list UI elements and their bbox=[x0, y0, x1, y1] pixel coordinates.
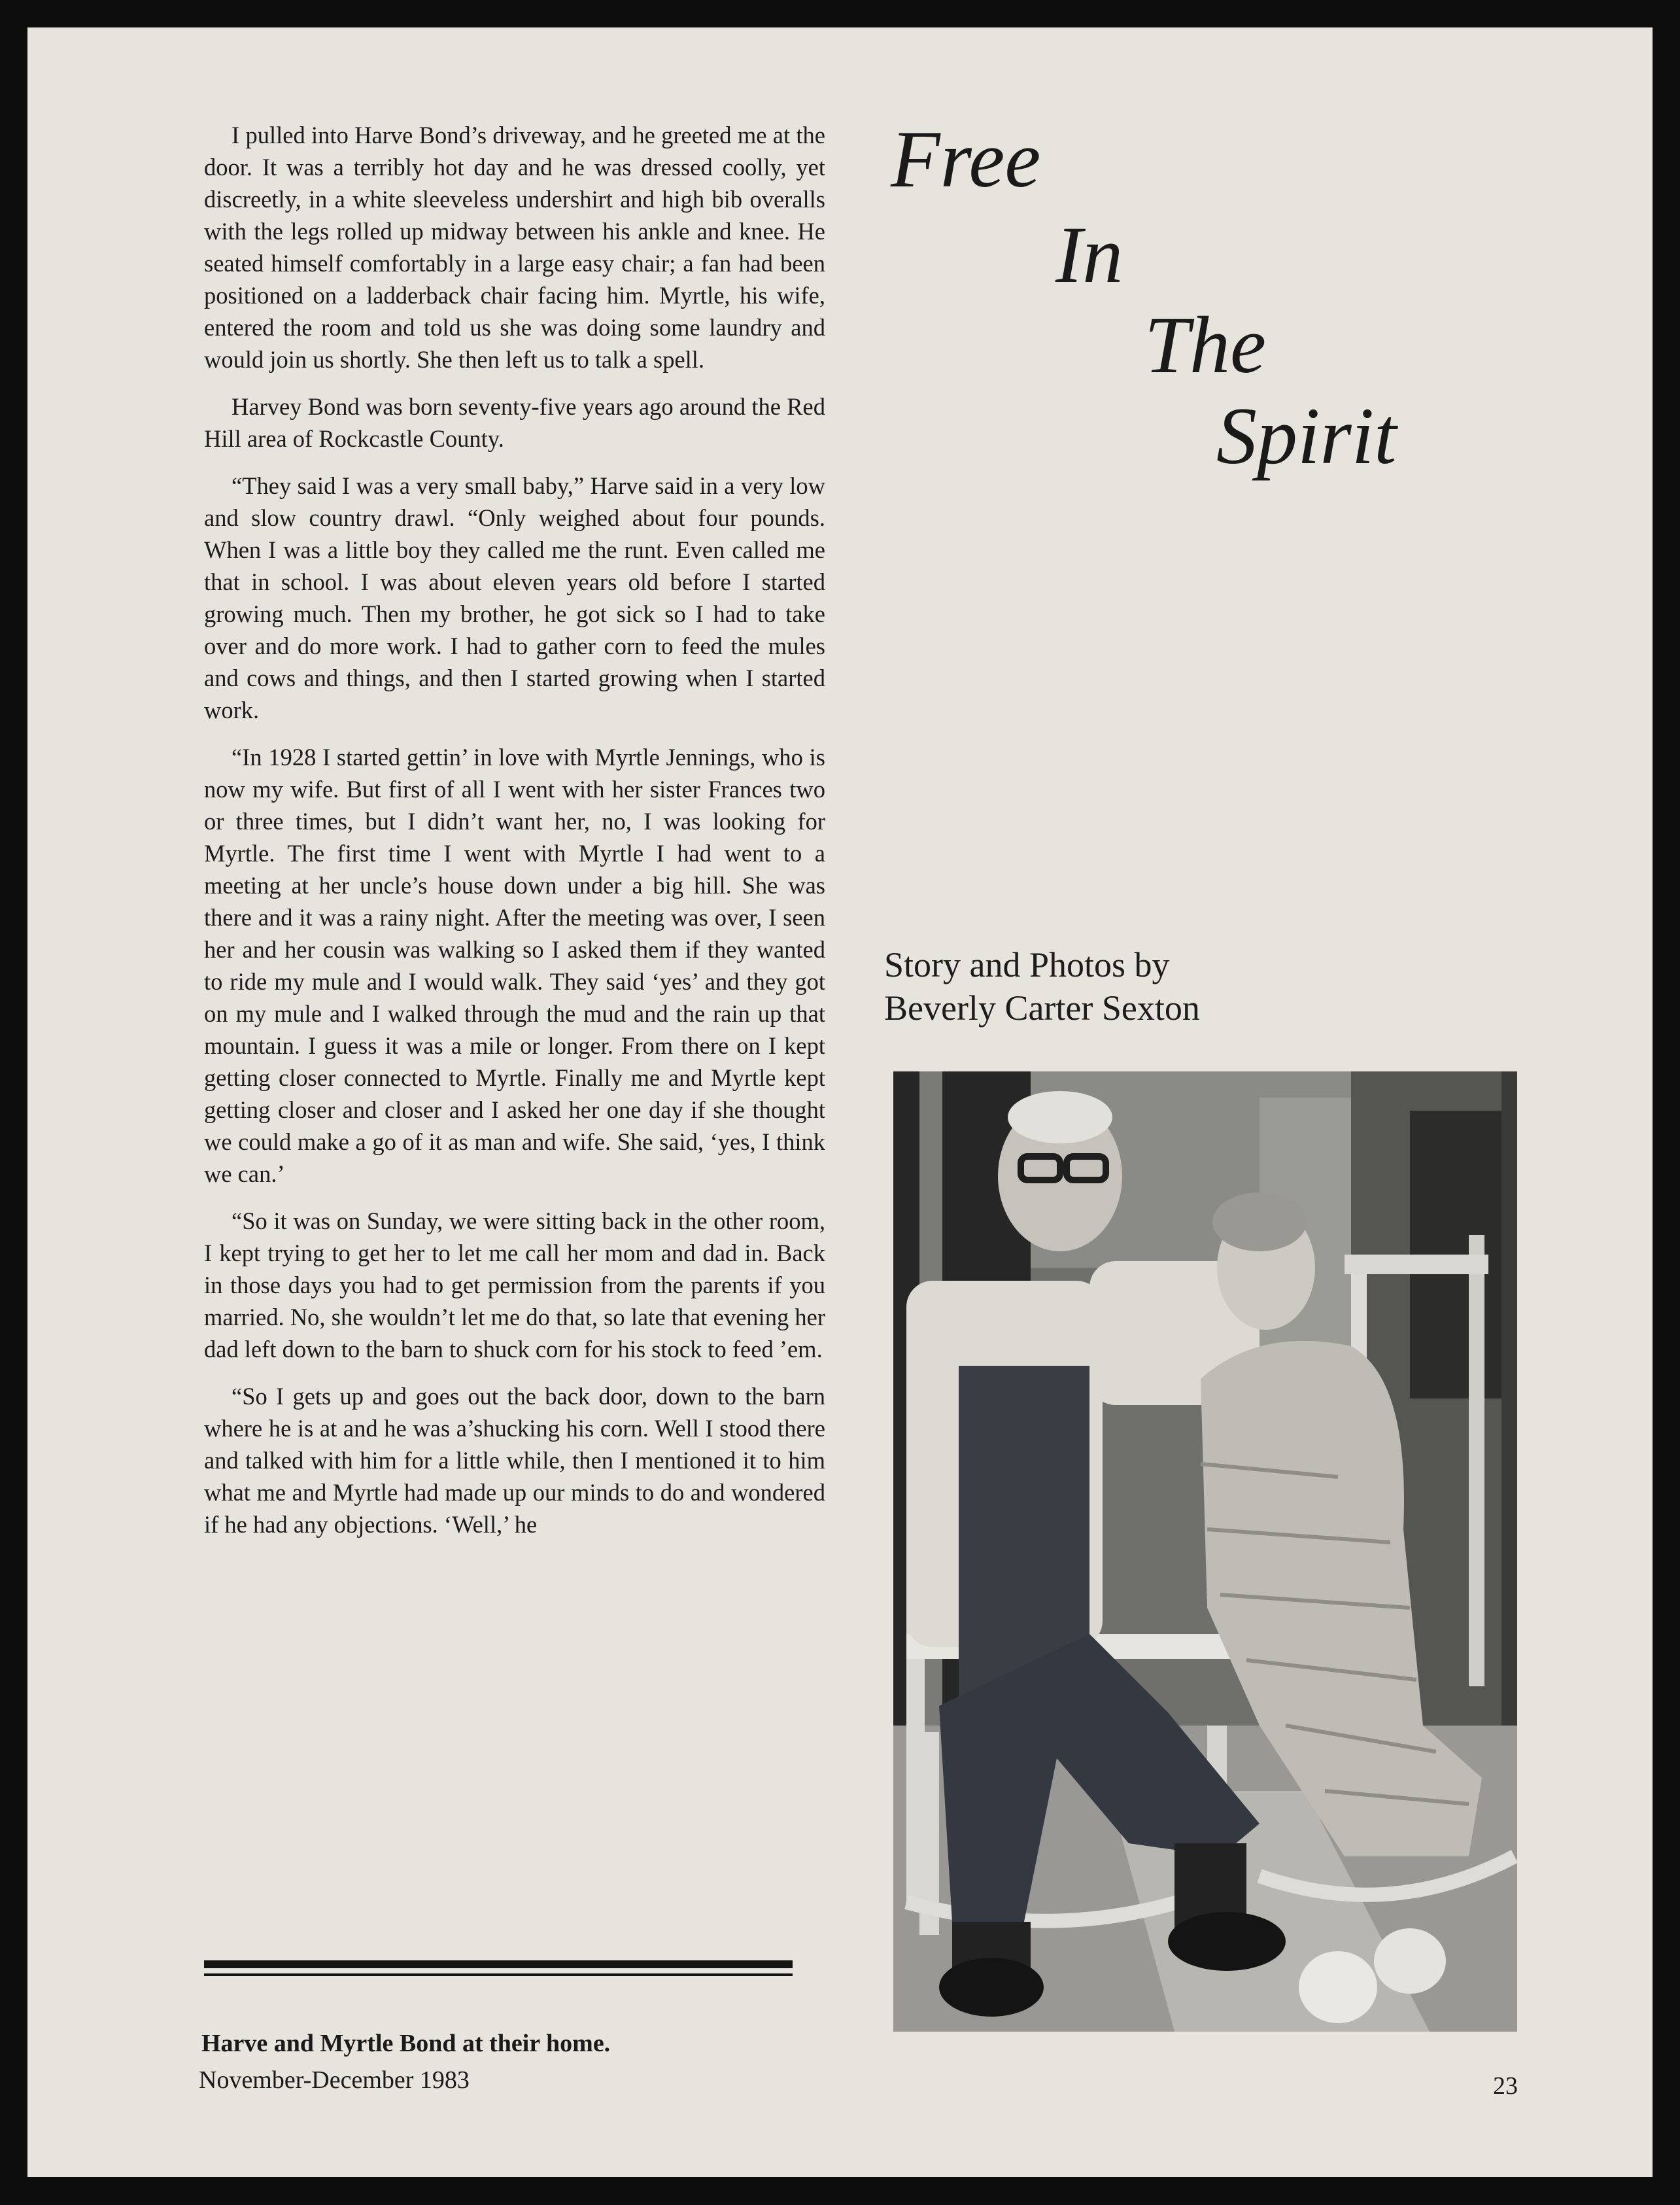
photo-harve-and-myrtle-bond bbox=[893, 1071, 1517, 2032]
paragraph: I pulled into Harve Bond’s driveway, and he greeted me at the door. It was a terribly hot day and he was dressed coolly, yet discreetly, in a white sleeveless undershirt and high bib overalls with the legs rolled up midway between his ankle and knee. He seated himself comfortably in a large easy chair; a fan had been positioned on a ladderback chair facing him. Myrtle, his wife, entered the room and told us she was doing some laundry and would join us shortly. She then left us to talk a spell. bbox=[204, 122, 825, 373]
issue-date: November-December 1983 bbox=[199, 2066, 470, 2094]
page-number: 23 bbox=[1493, 2072, 1518, 2100]
title-word-free: Free bbox=[891, 114, 1041, 204]
magazine-page bbox=[27, 27, 1653, 2177]
paragraph: “So it was on Sunday, we were sitting back in the other room, I kept trying to get her to let me call her mom and dad in. Back in those days you had to get permission from the parents if you married. No, she wouldn’t let me do that, so late that evening her dad left down to the barn to shuck corn for his stock to feed ’em. bbox=[204, 1207, 825, 1363]
byline-line-1: Story and Photos by bbox=[884, 945, 1170, 984]
caption-rule-thin bbox=[204, 1973, 793, 1976]
paragraph: Harvey Bond was born seventy-five years ago around the Red Hill area of Rockcastle County. bbox=[204, 393, 825, 452]
byline bbox=[884, 943, 1200, 1030]
paragraph: “So I gets up and goes out the back door, down to the barn where he is at and he was a’shucking his corn. Well I stood there and talked with him for a little while, then I mentioned it to him what me and Myrtle had made up our minds to do and wondered if he had any objections. ‘Well,’ he bbox=[204, 1383, 825, 1538]
article-body bbox=[204, 119, 825, 1555]
paragraph: “In 1928 I started gettin’ in love with Myrtle Jennings, who is now my wife. But first of all I went with her sister Frances two or three times, but I didn’t want her, no, I was looking for Myrtle. The first time I went with Myrtle I had went to a meeting at her uncle’s house down under a big hill. She was there and it was a rainy night. After the meeting was over, I seen her and her cousin was walking so I asked them if they wanted to ride my mule and I would walk. They said ‘yes’ and they got on my mule and I walked through the mud and the rain up that mountain. I guess it was a mile or longer. From there on I kept getting closer connected to Myrtle. Finally me and Myrtle kept getting closer and closer and I asked her one day if she thought we could make a go of it as man and wife. She said, ‘yes, I think we can.’ bbox=[204, 744, 825, 1187]
title-word-in: In bbox=[1055, 210, 1123, 300]
paragraph: “They said I was a very small baby,” Harve said in a very low and slow country drawl. “Only weighed about four pounds. When I was a little boy they called me the runt. Even called me that in school. I was about eleven years old before I started growing much. Then my brother, he got sick so I had to take over and do more work. I had to gather corn to feed the mules and cows and things, and then I started growing when I started work. bbox=[204, 472, 825, 723]
title-word-spirit: Spirit bbox=[1216, 391, 1397, 481]
title-word-the: The bbox=[1144, 300, 1266, 390]
byline-line-2: Beverly Carter Sexton bbox=[884, 988, 1200, 1028]
photo-caption: Harve and Myrtle Bond at their home. bbox=[201, 2030, 611, 2057]
caption-rule-thick bbox=[204, 1960, 793, 1968]
